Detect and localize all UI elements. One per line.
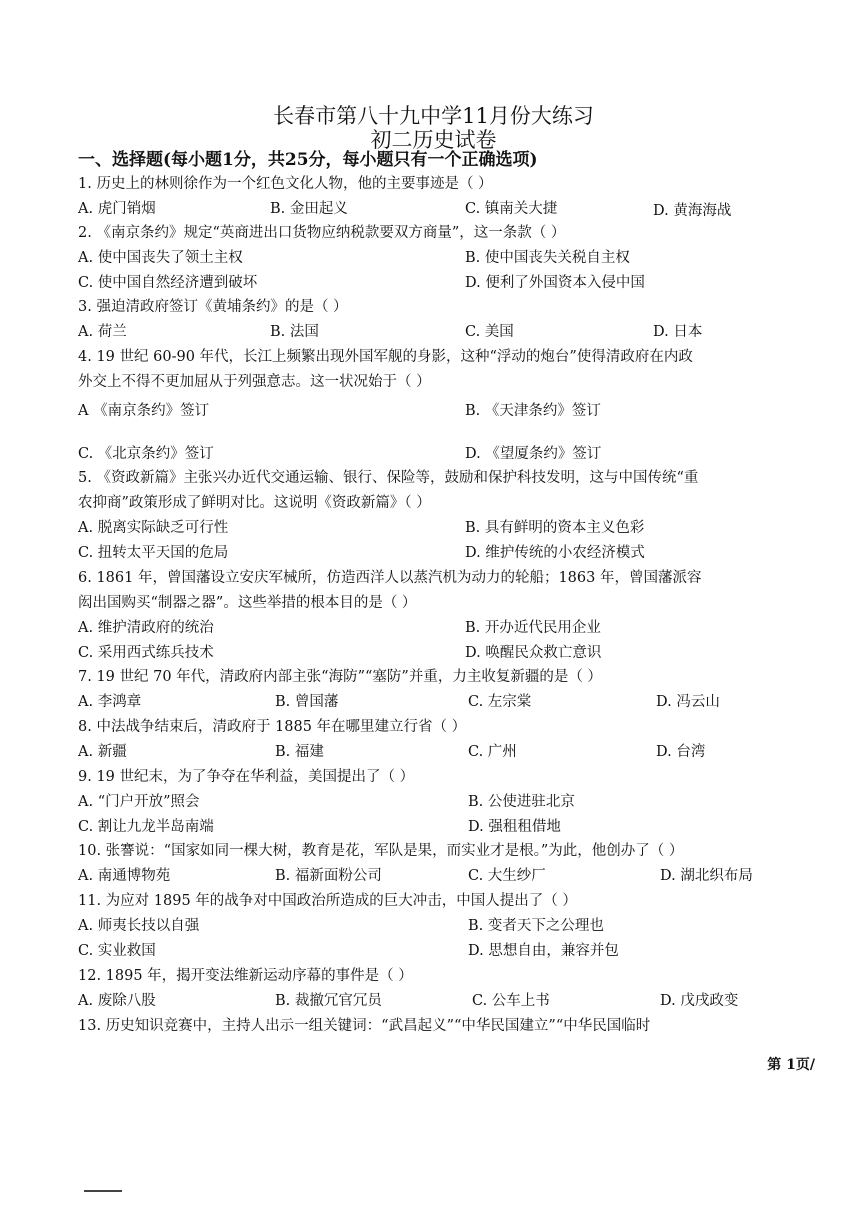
question-3-option-a: A. 荷兰	[78, 324, 127, 340]
question-9-stem: 9. 19 世纪末，为了争夺在华利益，美国提出了（ ）	[78, 769, 415, 785]
page-number: 第 1页/	[767, 1057, 815, 1073]
question-6-option-c: C. 采用西式练兵技术	[78, 645, 214, 661]
question-7-stem: 7. 19 世纪 70 年代，清政府内部主张“海防”“塞防”并重，力主收复新疆的是（ ）	[78, 669, 602, 685]
question-11-option-a: A. 师夷长技以自强	[78, 918, 200, 934]
question-5-stem-line-1: 5. 《资政新篇》主张兴办近代交通运输、银行、保险等，鼓励和保护科技发明，这与中国传统“重	[78, 470, 699, 486]
question-2-option-d: D. 便利了外国资本入侵中国	[465, 275, 645, 291]
question-6-option-b: B. 开办近代民用企业	[465, 620, 601, 636]
question-5-option-b: B. 具有鲜明的资本主义色彩	[465, 520, 645, 536]
question-9-option-b: B. 公使进驻北京	[468, 794, 575, 810]
question-2-option-b: B. 使中国丧失关税自主权	[465, 250, 630, 266]
question-8-option-d: D. 台湾	[656, 744, 706, 760]
question-12-option-b: B. 裁撤冗官冗员	[275, 993, 382, 1009]
question-12-option-a: A. 废除八股	[78, 993, 156, 1009]
question-7-option-c: C. 左宗棠	[468, 694, 532, 710]
question-8-option-b: B. 福建	[275, 744, 324, 760]
question-10-option-d: D. 湖北织布局	[660, 868, 753, 884]
question-3-option-c: C. 美国	[465, 324, 514, 340]
question-4-option-d: D. 《望厦条约》签订	[465, 446, 602, 462]
question-9-option-a: A. “门户开放”照会	[78, 794, 200, 810]
question-1-stem: 1. 历史上的林则徐作为一个红色文化人物，他的主要事迹是（ ）	[78, 176, 493, 192]
question-2-stem: 2. 《南京条约》规定“英商进出口货物应纳税款要双方商量”，这一条款（ ）	[78, 225, 566, 241]
question-11-option-d: D. 思想自由，兼容并包	[468, 943, 619, 959]
question-6-option-d: D. 唤醒民众救亡意识	[465, 645, 602, 661]
section-heading: 一、选择题(每小题1分，共25分，每小题只有一个正确选项)	[78, 150, 538, 170]
question-12-option-d: D. 戊戌政变	[660, 993, 739, 1009]
question-9-option-c: C. 割让九龙半岛南端	[78, 819, 214, 835]
question-11-option-b: B. 变者天下之公理也	[468, 918, 604, 934]
question-2-option-c: C. 使中国自然经济遭到破坏	[78, 275, 258, 291]
question-1-option-a: A. 虎门销烟	[78, 201, 156, 217]
question-4-option-c: C. 《北京条约》签订	[78, 446, 214, 462]
question-8-stem: 8. 中法战争结束后，清政府于 1885 年在哪里建立行省（ ）	[78, 719, 467, 735]
question-1-option-c: C. 镇南关大捷	[465, 201, 558, 217]
question-3-option-b: B. 法国	[270, 324, 319, 340]
exam-title-school: 长春市第八十九中学11月份大练习	[273, 104, 594, 128]
question-6-stem-line-2: 闳出国购买“制器之器”。这些举措的根本目的是（ ）	[78, 595, 417, 611]
question-1-option-b: B. 金田起义	[270, 201, 348, 217]
scan-artifact-mark	[84, 1190, 122, 1192]
question-10-option-c: C. 大生纱厂	[468, 868, 546, 884]
question-6-stem-line-1: 6. 1861 年，曾国藩设立安庆军械所，仿造西洋人以蒸汽机为动力的轮船；1863 年，曾国藩派容	[78, 570, 702, 586]
question-7-option-a: A. 李鸿章	[78, 694, 142, 710]
question-13-stem: 13. 历史知识竞赛中，主持人出示一组关键词：“武昌起义”“中华民国建立”“中华民国临时	[78, 1018, 651, 1034]
question-2-option-a: A. 使中国丧失了领土主权	[78, 250, 243, 266]
question-5-option-c: C. 扭转太平天国的危局	[78, 545, 229, 561]
question-12-option-c: C. 公车上书	[472, 993, 550, 1009]
question-4-option-b: B. 《天津条约》签订	[465, 403, 601, 419]
question-3-option-d: D. 日本	[653, 324, 703, 340]
question-5-stem-line-2: 农抑商”政策形成了鲜明对比。这说明《资政新篇》（ ）	[78, 495, 431, 511]
exam-title-subject: 初二历史试卷	[370, 128, 497, 152]
question-4-stem-line-2: 外交上不得不更加屈从于列强意志。这一状况始于（ ）	[78, 374, 431, 390]
question-12-stem: 12. 1895 年，揭开变法维新运动序幕的事件是（ ）	[78, 968, 413, 984]
question-8-option-a: A. 新疆	[78, 744, 127, 760]
question-4-option-a: A 《南京条约》签订	[78, 403, 210, 419]
question-6-option-a: A. 维护清政府的统治	[78, 620, 214, 636]
question-11-option-c: C. 实业救国	[78, 943, 156, 959]
question-11-stem: 11. 为应对 1895 年的战争对中国政治所造成的巨大冲击，中国人提出了（ ）	[78, 893, 577, 909]
question-10-option-a: A. 南通博物苑	[78, 868, 171, 884]
question-9-option-d: D. 强租租借地	[468, 819, 561, 835]
question-10-stem: 10. 张謇说：“国家如同一棵大树，教育是花，军队是果，而实业才是根。”为此，他创办了（ ）	[78, 843, 684, 859]
question-1-option-d: D. 黄海海战	[653, 203, 732, 219]
question-5-option-d: D. 维护传统的小农经济模式	[465, 545, 645, 561]
question-3-stem: 3. 强迫清政府签订《黄埔条约》的是（ ）	[78, 299, 348, 315]
question-8-option-c: C. 广州	[468, 744, 517, 760]
question-7-option-b: B. 曾国藩	[275, 694, 339, 710]
question-7-option-d: D. 冯云山	[656, 694, 720, 710]
question-10-option-b: B. 福新面粉公司	[275, 868, 382, 884]
question-4-stem-line-1: 4. 19 世纪 60-90 年代，长江上频繁出现外国军舰的身影，这种“浮动的炮台”使得清政府在内政	[78, 349, 693, 365]
question-5-option-a: A. 脱离实际缺乏可行性	[78, 520, 229, 536]
